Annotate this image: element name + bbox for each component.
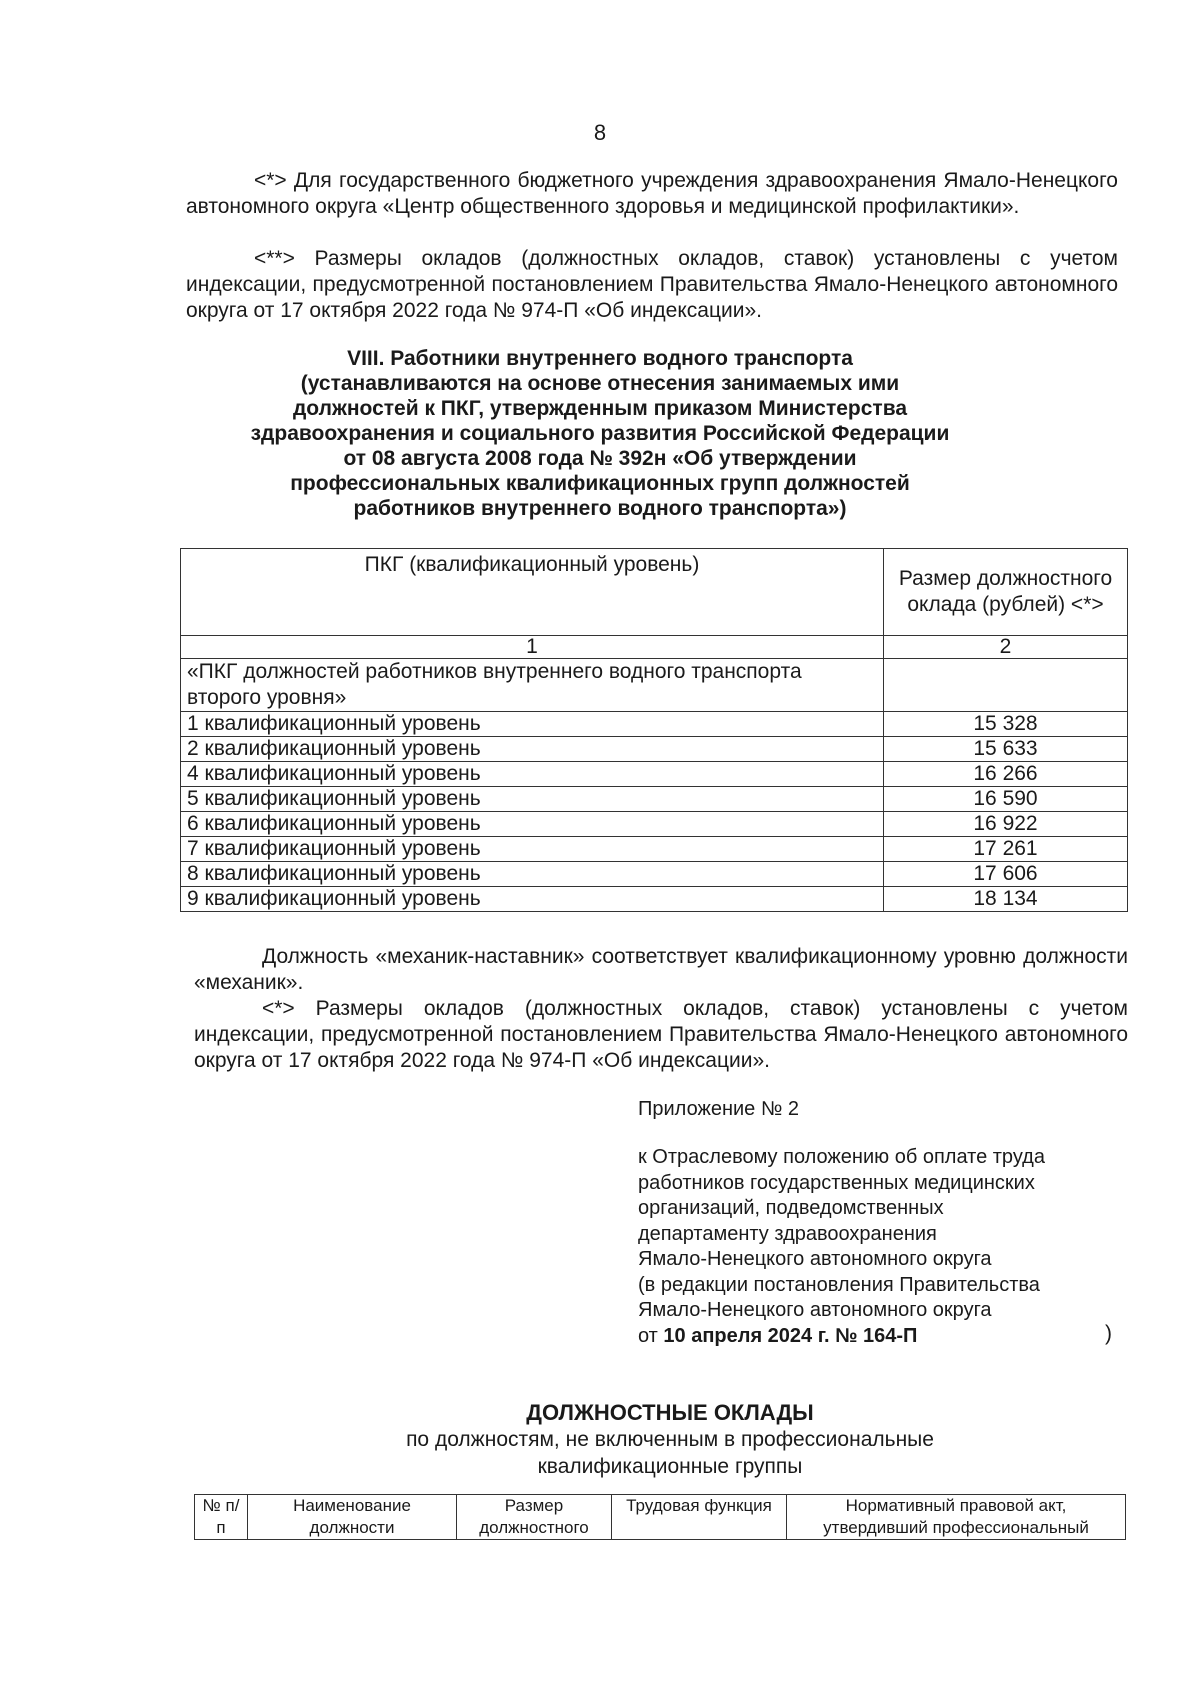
appendix-date: от 10 апреля 2024 г. № 164-П [638, 1324, 918, 1347]
note-indexation: <*> Размеры окладов (должностных окладов, ставок) установлены с учетом индексации, предусмотренной постановлением Правительства Ямало-Ненецкого автономного округа от 17 октября 2022 года № 974-П «Об индексации». [194, 997, 1128, 1072]
table-row: 5 квалификационный уровень 16 590 [181, 787, 1128, 812]
note-mechanic: Должность «механик-наставник» соответствует квалификационному уровню должности «механик». [194, 945, 1128, 994]
table-header-function: Трудовая функция [612, 1495, 787, 1540]
table-header-group: ПКГ (квалификационный уровень) [181, 549, 884, 636]
closing-parenthesis: ) [1105, 1322, 1112, 1345]
column-number: 1 [181, 636, 884, 659]
table-row: 7 квалификационный уровень 17 261 [181, 837, 1128, 862]
appendix-reference: к Отраслевому положению об оплате труда работников государственных медицинских организаций, подведомственных департаменту здравоохранения Ямало-Ненецкого автономного округа (в редакции постановления Правительства Ямало-Ненецкого автономного округа от 10 апреля 2024 г. № 164-П [638, 1145, 1138, 1349]
footnote-indexation: <**> Размеры окладов (должностных окладов, ставок) установлены с учетом индексации, предусмотренной постановлением Правительства Ямало-Ненецкого автономного округа от 17 октября 2022 года № 974-П «Об индексации». [186, 247, 1118, 322]
section-title: VIII. Работники внутреннего водного транспорта (устанавливаются на основе отнесения занимаемых ими должностей к ПКГ, утвержденным приказом Министерства здравоохранения и социального развития Российской Федерации от 08 августа 2008 года № 392н «Об утверждении профессиональных квалификационных групп должностей работников внутреннего водного транспорта») [250, 347, 950, 520]
appendix-title: Приложение № 2 [638, 1098, 799, 1120]
table-header-legal-act: Нормативный правовой акт, утвердивший профессиональный [787, 1495, 1126, 1540]
table-row: 2 квалификационный уровень 15 633 [181, 737, 1128, 762]
table-row: 8 квалификационный уровень 17 606 [181, 862, 1128, 887]
table-header-salary: Размер должностного [457, 1495, 612, 1540]
group-label: «ПКГ должностей работников внутреннего водного транспорта второго уровня» [181, 659, 884, 712]
doc-title: ДОЛЖНОСТНЫЕ ОКЛАДЫ [526, 1400, 814, 1425]
page-number: 8 [593, 120, 607, 145]
group-empty [884, 659, 1128, 712]
salary-table [180, 548, 1128, 912]
table-row: 4 квалификационный уровень 16 266 [181, 762, 1128, 787]
table-header-number: № п/п [195, 1495, 248, 1540]
table-row: 6 квалификационный уровень 16 922 [181, 812, 1128, 837]
table-row: 1 квалификационный уровень 15 328 [181, 712, 1128, 737]
table-row: 9 квалификационный уровень 18 134 [181, 887, 1128, 912]
positions-table [194, 1494, 1126, 1540]
table-header-salary: Размер должностного оклада (рублей) <*> [884, 549, 1128, 636]
table-header-name: Наименование должности [248, 1495, 457, 1540]
doc-subtitle: по должностям, не включенным в профессиональные квалификационные группы [406, 1428, 934, 1478]
footnote-institution: <*> Для государственного бюджетного учреждения здравоохранения Ямало-Ненецкого автономного округа «Центр общественного здоровья и медицинской профилактики». [186, 169, 1118, 218]
column-number: 2 [884, 636, 1128, 659]
